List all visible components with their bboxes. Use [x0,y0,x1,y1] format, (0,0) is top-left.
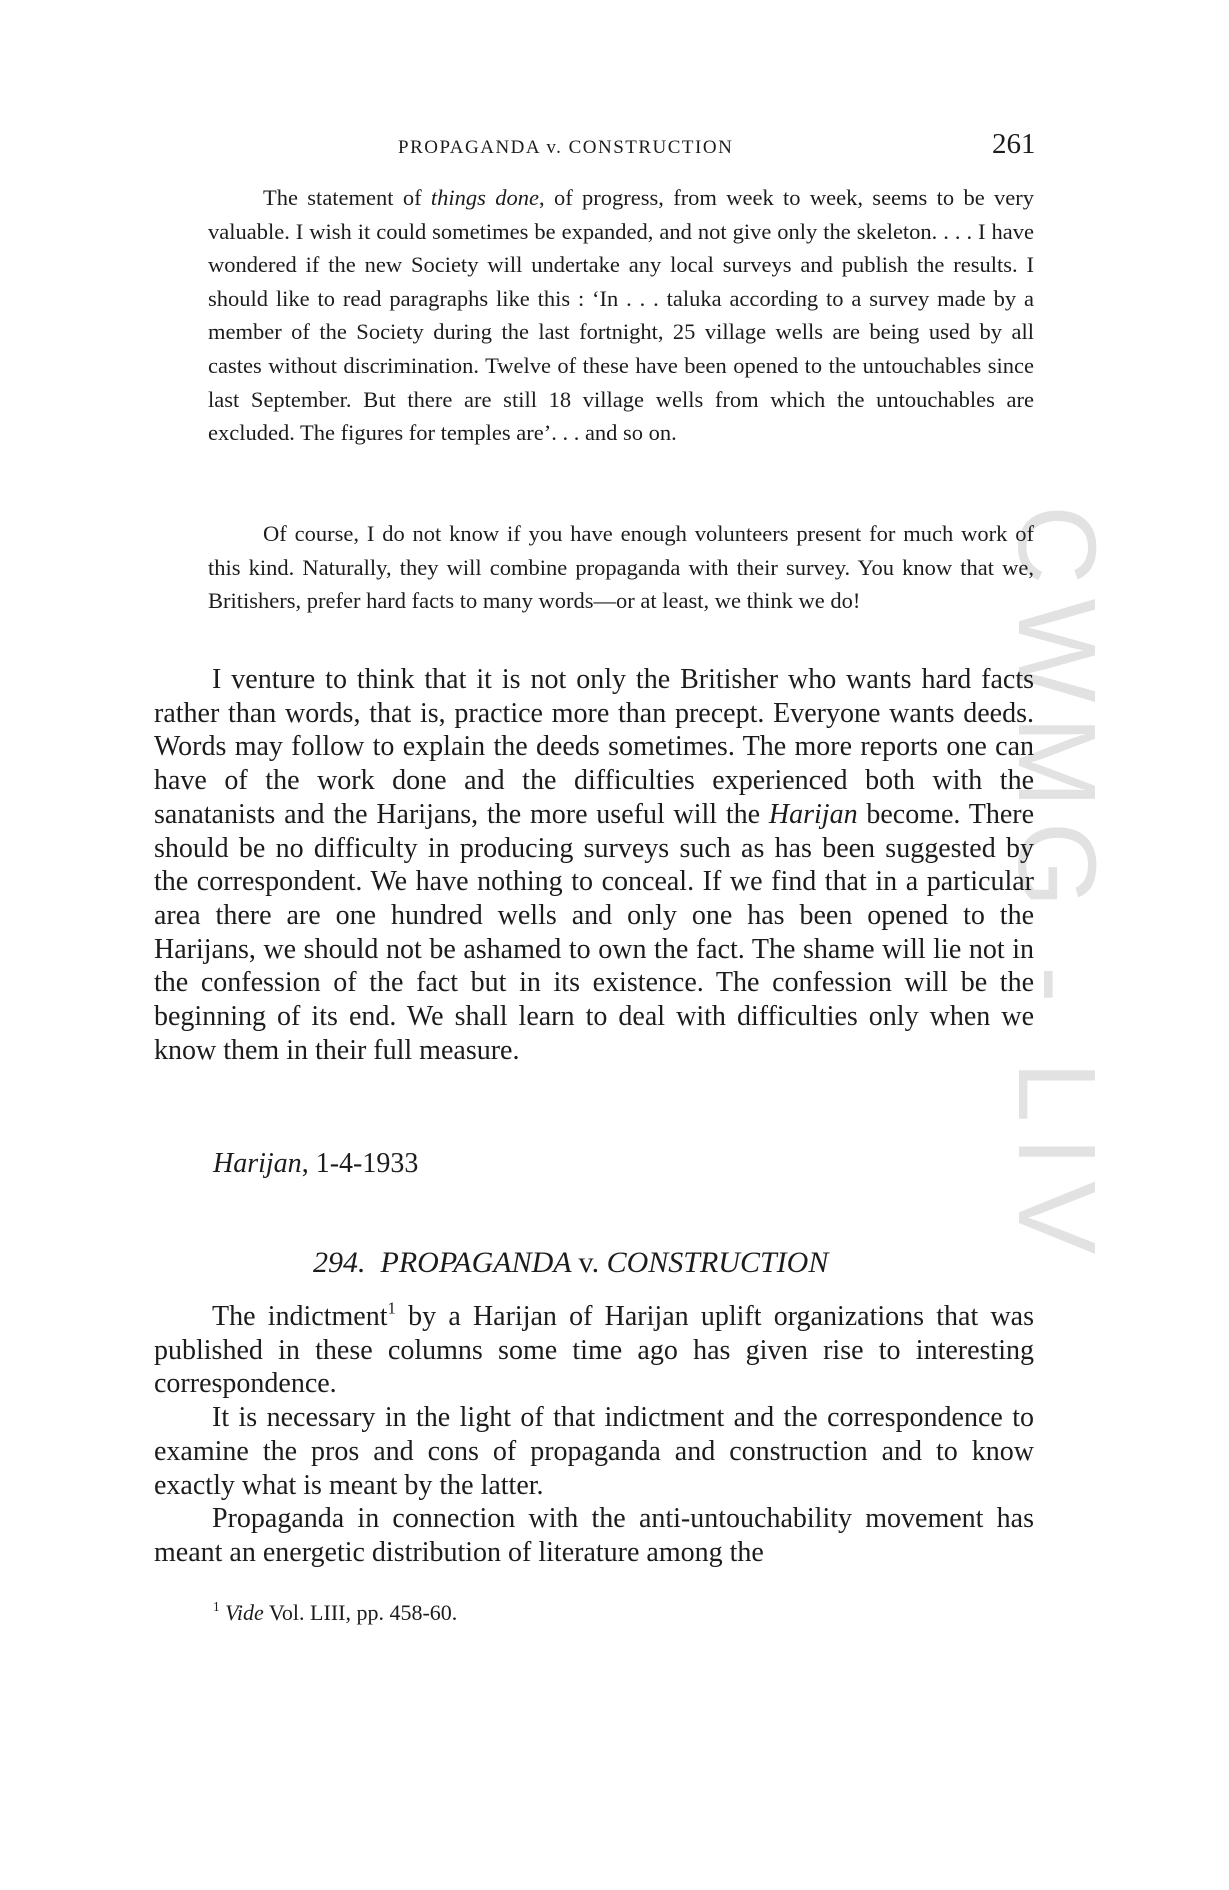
source-journal: Harijan [213,1148,302,1179]
footnote-vide: Vide [225,1600,264,1625]
body-paragraph [154,663,1034,1067]
footnote [213,1600,457,1626]
quoted-letter-paragraph-2 [208,517,1034,618]
source-date: , 1-4-1933 [301,1148,419,1179]
page-number: 261 [992,128,1036,160]
quote-paragraph: Of course, I do not know if you have enough volunteers present for much work of this kind. Naturally, they will combine propaganda with their survey. You know that we, Britishers, prefer hard facts to many words—or at least, we think we do! [208,521,1034,614]
reply-paragraph [154,663,1034,1067]
text-run: The indictment [212,1301,388,1332]
text-run: I venture to think that it is not only the Britisher who wants hard facts rather than words, that is, practice more than precept. Everyone wants deeds. Words may follow to explain the deeds sometimes. The more reports one can have of the work done and the difficulties experienced both with the sanatanists and the Harijans, the more useful will the [154,664,1034,830]
article-title-part: PROPAGANDA [380,1246,572,1279]
article-number: 294. [313,1246,366,1279]
footnote-marker: 1 [213,1598,220,1614]
article-title-versus: v. [578,1246,600,1279]
quoted-letter-paragraph-1 [208,181,1034,450]
body-paragraph: Propaganda in connection with the anti-untouchability movement has meant an energetic distribution of literature among the [154,1503,1034,1568]
text-run: by a Harijan of Harijan uplift organizations that was published in these columns some time ago has given rise to interesting correspondence. [154,1301,1034,1400]
running-title: PROPAGANDA v. CONSTRUCTION [398,137,734,158]
source-citation [213,1148,418,1180]
emphasis-text: things done [430,185,539,210]
article-title-part: CONSTRUCTION [606,1246,829,1279]
body-paragraph [154,1300,1034,1401]
article-heading [313,1246,828,1280]
footnote-text: Vol. LIII, pp. 458-60. [263,1600,458,1625]
watermark-text: CWMG - LIV [995,505,1118,1269]
text-run: , of progress, from week to week, seems to be very valuable. I wish it could sometimes be expanded, and not give only the skeleton. . . . I have wondered if the new Society will undertake any local surveys and publish the results. I should like to read paragraphs like this : ‘In . . . taluka according to a survey made by a member of the Society during the last fortnight, 25 village wells are being used by all castes without discrimination. Twelve of these have been opened to the untouchables since last September. But there are still 18 village wells from which the untouchables are excluded. The figures for temples are’. . . and so on. [208,185,1034,446]
journal-name: Harijan [768,798,858,830]
article-body [154,1300,1034,1570]
quote-paragraph [208,181,1034,450]
text-run: become. There should be no difficulty in producing surveys such as has been suggested by the correspondent. We have nothing to conceal. If we find that in a particular area there are one hundred wells and only one has been opened to the Harijans, we should not be ashamed to own the fact. The shame will lie not in the confession of the fact but in its existence. The confession will be the beginning of its end. We shall learn to deal with difficulties only when we know them in their full measure. [154,798,1035,1066]
footnote-reference: 1 [387,1298,396,1318]
text-run: The statement of [263,185,431,210]
body-paragraph: It is necessary in the light of that indictment and the correspondence to examine the pros and cons of propaganda and construction and to know exactly what is meant by the latter. [154,1402,1034,1501]
